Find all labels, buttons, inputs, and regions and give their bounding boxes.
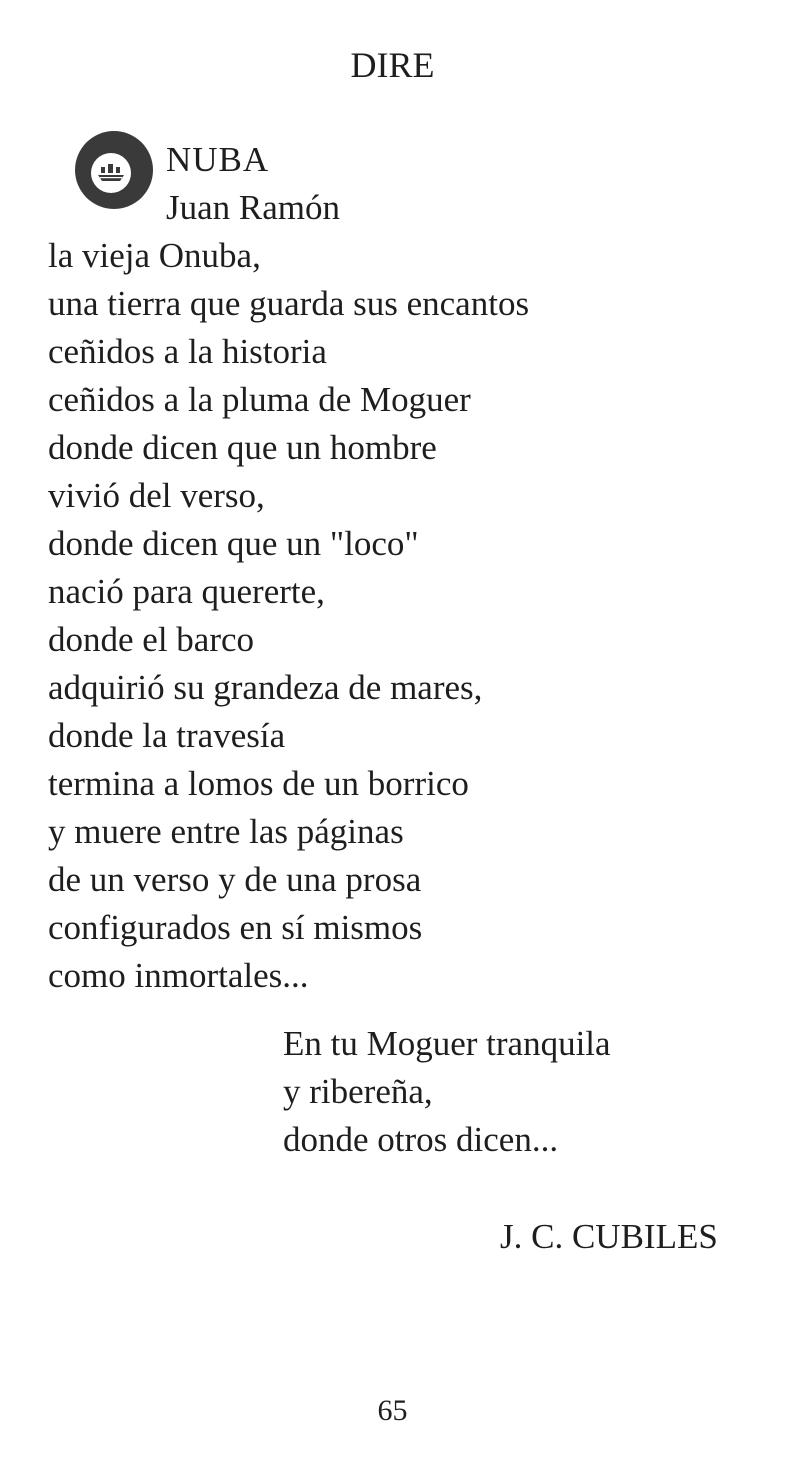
heading-line: Juan Ramón [166, 188, 341, 227]
verse-line: y muere entre las páginas [48, 812, 404, 851]
verse-line: como inmortales... [48, 956, 309, 995]
verse-line: una tierra que guarda sus encantos [48, 284, 530, 323]
page-number: 65 [377, 1394, 408, 1427]
closing-line: y ribereña, [283, 1072, 433, 1111]
verse-line: ceñidos a la pluma de Moguer [48, 380, 471, 419]
verse-line: donde el barco [48, 620, 255, 659]
ship-emblem-icon [74, 130, 154, 210]
poem-heading [166, 136, 340, 232]
verse-line: nació para quererte, [48, 572, 325, 611]
poem-title: DIRE [350, 45, 435, 85]
verse-line: termina a lomos de un borrico [48, 764, 469, 803]
heading-line: NUBA [166, 140, 270, 179]
verse-line: donde la travesía [48, 716, 286, 755]
verse-line: donde dicen que un hombre [48, 428, 437, 467]
verse-line: donde dicen que un "loco" [48, 524, 419, 563]
poem-closing [283, 1020, 611, 1164]
verse-line: la vieja Onuba, [48, 236, 261, 275]
author-signature: J. C. CUBILES [500, 1217, 718, 1256]
verse-line: adquirió su grandeza de mares, [48, 668, 483, 707]
poem-body [48, 232, 529, 1000]
verse-line: configurados en sí mismos [48, 908, 423, 947]
verse-line: ceñidos a la historia [48, 332, 327, 371]
verse-line: vivió del verso, [48, 476, 265, 515]
verse-line: de un verso y de una prosa [48, 860, 422, 899]
closing-line: donde otros dicen... [283, 1120, 559, 1159]
closing-line: En tu Moguer tranquila [283, 1024, 611, 1063]
